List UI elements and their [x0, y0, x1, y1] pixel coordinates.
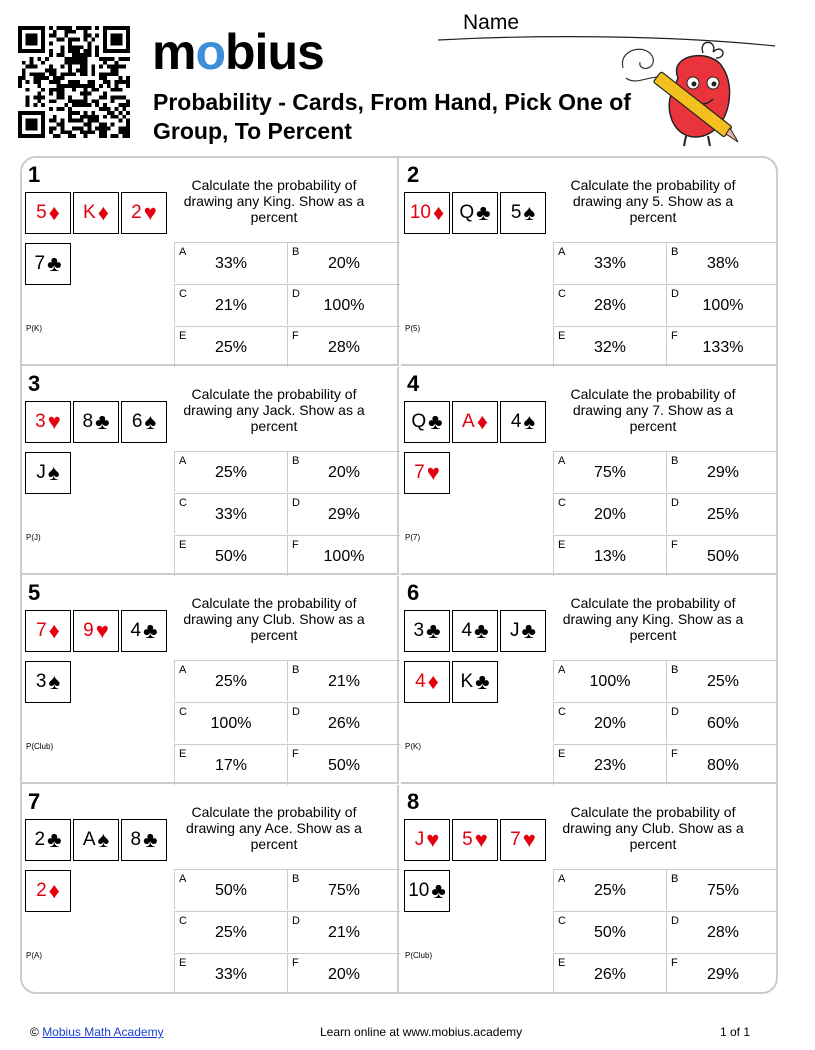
answer-option-e[interactable]	[174, 953, 287, 994]
card-suit-icon: ♥	[522, 827, 536, 852]
card-suit-icon: ♣	[474, 618, 489, 643]
option-value: 100%	[323, 548, 365, 565]
option-letter: F	[671, 748, 678, 760]
answer-option-b[interactable]	[287, 869, 400, 910]
answer-option-c[interactable]	[174, 702, 287, 743]
question-number: 2	[407, 162, 420, 187]
option-value: 28%	[327, 339, 361, 356]
option-letter: B	[292, 455, 300, 467]
option-value: 29%	[327, 506, 361, 523]
answer-option-e[interactable]	[553, 535, 666, 576]
card-suit-icon: ♦	[48, 618, 60, 643]
question-7	[22, 785, 399, 993]
answer-option-a[interactable]	[174, 660, 287, 701]
option-letter: A	[558, 455, 566, 467]
option-letter: B	[671, 873, 679, 885]
option-value: 80%	[706, 757, 740, 774]
option-value: 50%	[214, 882, 248, 899]
card-rank: A	[82, 829, 96, 850]
playing-card	[25, 401, 71, 443]
option-letter: B	[671, 455, 679, 467]
option-letter: A	[558, 664, 566, 676]
option-letter: C	[558, 915, 566, 927]
card-suit-icon: ♣	[426, 618, 441, 643]
card-suit-icon: ♠	[48, 669, 61, 694]
answer-option-c[interactable]	[553, 493, 666, 534]
option-value: 75%	[593, 464, 627, 481]
card-suit-icon: ♦	[97, 200, 109, 225]
playing-card	[73, 192, 119, 234]
footer-learn-online: Learn online at www.mobius.academy	[320, 1025, 523, 1039]
option-value: 20%	[593, 506, 627, 523]
option-value: 26%	[327, 715, 361, 732]
playing-card	[121, 192, 167, 234]
mobius-link[interactable]: Mobius Math Academy	[42, 1025, 164, 1039]
option-letter: F	[292, 330, 299, 342]
qr-code	[18, 26, 130, 138]
option-value: 20%	[327, 255, 361, 272]
card-suit-icon: ♦	[432, 200, 445, 225]
option-value: 29%	[706, 966, 740, 983]
card-rank: 4	[461, 620, 473, 641]
card-rank: K	[460, 671, 474, 692]
card-suit-icon: ♦	[48, 878, 60, 903]
option-letter: C	[179, 288, 187, 300]
option-letter: D	[671, 915, 679, 927]
answer-option-d[interactable]	[666, 702, 778, 743]
playing-card	[73, 819, 119, 861]
playing-card	[121, 401, 167, 443]
option-letter: A	[179, 873, 187, 885]
card-suit-icon: ♣	[143, 618, 158, 643]
card-rank: J	[510, 620, 520, 641]
option-letter: C	[179, 497, 187, 509]
playing-card	[25, 661, 71, 703]
question-6	[401, 576, 778, 784]
option-letter: D	[671, 497, 679, 509]
question-prompt: Calculate the probability of drawing any Club. Show as a percent	[562, 804, 744, 852]
card-suit-icon: ♣	[521, 618, 536, 643]
option-value: 29%	[706, 464, 740, 481]
playing-card	[404, 192, 450, 234]
answer-option-a[interactable]	[553, 451, 666, 492]
option-value: 33%	[593, 255, 627, 272]
answer-option-e[interactable]	[174, 535, 287, 576]
answer-option-a[interactable]	[174, 869, 287, 910]
card-rank: 10	[408, 880, 430, 901]
option-letter: E	[179, 330, 187, 342]
playing-card	[25, 870, 71, 912]
card-rank: 7	[34, 253, 46, 274]
option-letter: D	[292, 706, 300, 718]
answer-option-c[interactable]	[174, 911, 287, 952]
option-letter: F	[292, 748, 299, 760]
playing-card	[452, 192, 498, 234]
card-rank: 5	[510, 202, 522, 223]
card-rank: 2	[36, 880, 47, 901]
option-letter: E	[179, 957, 187, 969]
option-letter: F	[671, 330, 678, 342]
option-letter: F	[671, 539, 678, 551]
playing-card	[452, 819, 498, 861]
option-letter: E	[179, 748, 187, 760]
answer-option-e[interactable]	[553, 953, 666, 994]
playing-card	[404, 870, 450, 912]
playing-card	[25, 452, 71, 494]
question-prompt: Calculate the probability of drawing any Ace. Show as a percent	[186, 804, 362, 852]
option-value: 17%	[214, 757, 248, 774]
mascot-pencil-illustration	[618, 38, 758, 153]
option-letter: F	[292, 957, 299, 969]
card-suit-icon: ♣	[47, 827, 62, 852]
card-rank: 6	[131, 411, 143, 432]
answer-option-f[interactable]	[666, 744, 778, 785]
option-letter: C	[179, 706, 187, 718]
name-label: Name	[463, 11, 520, 34]
card-suit-icon: ♠	[144, 409, 157, 434]
option-letter: D	[671, 706, 679, 718]
card-suit-icon: ♥	[47, 409, 61, 434]
card-rank: 3	[35, 671, 47, 692]
probability-notation: P(5)	[405, 324, 421, 333]
answer-option-b[interactable]	[666, 660, 778, 701]
playing-card	[500, 401, 546, 443]
card-suit-icon: ♣	[431, 878, 446, 903]
question-4	[401, 367, 778, 575]
answer-option-f[interactable]	[287, 744, 400, 785]
card-rank: A	[462, 411, 475, 432]
option-letter: C	[558, 497, 566, 509]
card-rank: Q	[411, 411, 427, 432]
card-rank: 4	[510, 411, 522, 432]
playing-card	[25, 819, 71, 861]
answer-option-c[interactable]	[553, 911, 666, 952]
answer-option-b[interactable]	[666, 242, 778, 283]
card-suit-icon: ♠	[523, 200, 536, 225]
option-letter: E	[558, 957, 566, 969]
option-letter: B	[292, 873, 300, 885]
playing-card	[404, 401, 450, 443]
card-rank: 2	[131, 202, 142, 223]
option-letter: C	[558, 706, 566, 718]
playing-card	[404, 452, 450, 494]
probability-notation: P(7)	[405, 533, 421, 542]
option-letter: B	[292, 664, 300, 676]
playing-card	[500, 819, 546, 861]
answer-option-d[interactable]	[287, 284, 400, 325]
option-value: 25%	[214, 339, 248, 356]
question-3	[22, 367, 399, 575]
option-letter: E	[558, 330, 566, 342]
playing-card	[452, 401, 498, 443]
footer-page-number: 1 of 1	[720, 1025, 751, 1039]
question-prompt: Calculate the probability of drawing any Club. Show as a percent	[183, 595, 365, 643]
playing-card	[121, 610, 167, 652]
card-rank: 7	[510, 829, 521, 850]
option-letter: F	[292, 539, 299, 551]
card-suit-icon: ♥	[95, 618, 109, 643]
card-rank: Q	[459, 202, 475, 223]
option-value: 26%	[593, 966, 627, 983]
question-prompt: Calculate the probability of drawing any Jack. Show as a percent	[183, 386, 365, 434]
question-number: 6	[407, 580, 420, 605]
option-letter: A	[179, 246, 187, 258]
question-1	[22, 158, 399, 366]
card-rank: 5	[36, 202, 47, 223]
option-value: 33%	[214, 255, 248, 272]
card-rank: 8	[82, 411, 94, 432]
playing-card	[500, 192, 546, 234]
option-value: 50%	[593, 924, 627, 941]
answer-option-b[interactable]	[287, 660, 400, 701]
option-letter: B	[671, 246, 679, 258]
option-value: 25%	[214, 464, 248, 481]
option-letter: E	[558, 539, 566, 551]
probability-notation: P(K)	[26, 324, 42, 333]
playing-card	[25, 243, 71, 285]
option-value: 60%	[706, 715, 740, 732]
playing-card	[25, 192, 71, 234]
option-value: 50%	[706, 548, 740, 565]
question-prompt: Calculate the probability of drawing any 5. Show as a percent	[570, 177, 736, 225]
card-suit-icon: ♦	[427, 669, 439, 694]
card-suit-icon: ♠	[47, 460, 60, 485]
worksheet-title: Probability - Cards, From Hand, Pick One of Group, To Percent	[153, 89, 631, 144]
card-rank: 8	[130, 829, 142, 850]
card-suit-icon: ♥	[143, 200, 157, 225]
answer-option-d[interactable]	[666, 911, 778, 952]
card-rank: 9	[83, 620, 94, 641]
playing-card	[404, 661, 450, 703]
playing-card	[500, 610, 546, 652]
answer-option-c[interactable]	[174, 493, 287, 534]
footer-copyright	[30, 1025, 164, 1039]
option-letter: A	[179, 664, 187, 676]
card-suit-icon: ♠	[523, 409, 536, 434]
answer-option-d[interactable]	[287, 911, 400, 952]
option-value: 38%	[706, 255, 740, 272]
option-value: 25%	[706, 506, 740, 523]
option-letter: B	[292, 246, 300, 258]
option-value: 25%	[214, 924, 248, 941]
option-letter: E	[558, 748, 566, 760]
question-prompt: Calculate the probability of drawing any 7. Show as a percent	[570, 386, 736, 434]
option-letter: A	[179, 455, 187, 467]
probability-notation: P(Club)	[405, 951, 433, 960]
option-letter: D	[292, 915, 300, 927]
card-rank: 10	[409, 202, 431, 223]
card-rank: J	[414, 829, 425, 850]
option-letter: A	[558, 873, 566, 885]
answer-option-f[interactable]	[666, 535, 778, 576]
option-value: 33%	[214, 506, 248, 523]
card-suit-icon: ♥	[426, 827, 440, 852]
option-value: 25%	[593, 882, 627, 899]
answer-option-f[interactable]	[287, 535, 400, 576]
answer-option-a[interactable]	[553, 242, 666, 283]
card-rank: 4	[130, 620, 142, 641]
question-5	[22, 576, 399, 784]
playing-card	[404, 610, 450, 652]
card-rank: 5	[462, 829, 473, 850]
playing-card	[404, 819, 450, 861]
card-rank: 7	[36, 620, 47, 641]
option-value: 28%	[593, 297, 627, 314]
answer-option-c[interactable]	[174, 284, 287, 325]
probability-notation: P(Club)	[26, 742, 54, 751]
option-value: 32%	[593, 339, 627, 356]
option-letter: D	[292, 288, 300, 300]
option-value: 100%	[702, 297, 744, 314]
option-value: 25%	[214, 673, 248, 690]
option-letter: C	[558, 288, 566, 300]
answer-option-c[interactable]	[553, 702, 666, 743]
playing-card	[25, 610, 71, 652]
logo-drop-letter: o	[195, 24, 226, 80]
answer-option-b[interactable]	[666, 869, 778, 910]
option-value: 50%	[214, 548, 248, 565]
answer-option-a[interactable]	[174, 242, 287, 283]
answer-option-d[interactable]	[287, 702, 400, 743]
answer-option-a[interactable]	[174, 451, 287, 492]
card-suit-icon: ♦	[476, 409, 488, 434]
card-suit-icon: ♣	[47, 251, 62, 276]
playing-card	[452, 661, 498, 703]
option-letter: A	[558, 246, 566, 258]
answer-option-a[interactable]	[553, 869, 666, 910]
card-rank: 3	[35, 411, 46, 432]
card-rank: 4	[415, 671, 426, 692]
playing-card	[121, 819, 167, 861]
playing-card	[452, 610, 498, 652]
card-rank: 7	[414, 462, 425, 483]
option-value: 21%	[214, 297, 248, 314]
answer-option-d[interactable]	[287, 493, 400, 534]
answer-option-e[interactable]	[553, 744, 666, 785]
question-prompt: Calculate the probability of drawing any King. Show as a percent	[562, 595, 744, 643]
probability-notation: P(A)	[26, 951, 42, 960]
card-suit-icon: ♣	[95, 409, 110, 434]
probability-notation: P(J)	[26, 533, 41, 542]
option-value: 100%	[323, 297, 365, 314]
card-rank: J	[36, 462, 46, 483]
question-8	[401, 785, 778, 993]
option-letter: B	[671, 664, 679, 676]
option-value: 20%	[327, 966, 361, 983]
card-suit-icon: ♥	[474, 827, 488, 852]
answer-option-e[interactable]	[174, 326, 287, 367]
option-value: 75%	[706, 882, 740, 899]
question-number: 7	[28, 789, 41, 814]
option-value: 21%	[327, 673, 361, 690]
card-suit-icon: ♥	[426, 460, 440, 485]
option-value: 20%	[327, 464, 361, 481]
probability-notation: P(K)	[405, 742, 421, 751]
option-value: 75%	[327, 882, 361, 899]
answer-option-d[interactable]	[666, 493, 778, 534]
playing-card	[73, 401, 119, 443]
card-suit-icon: ♠	[97, 827, 110, 852]
option-value: 33%	[214, 966, 248, 983]
answer-option-d[interactable]	[666, 284, 778, 325]
answer-option-f[interactable]	[287, 326, 400, 367]
card-suit-icon: ♣	[476, 200, 491, 225]
option-letter: F	[671, 957, 678, 969]
option-value: 100%	[589, 673, 631, 690]
question-prompt: Calculate the probability of drawing any King. Show as a percent	[183, 177, 365, 225]
option-value: 20%	[593, 715, 627, 732]
question-number: 4	[407, 371, 420, 396]
question-number: 5	[28, 580, 41, 605]
answer-option-b[interactable]	[666, 451, 778, 492]
card-rank: 2	[34, 829, 46, 850]
option-value: 13%	[593, 548, 627, 565]
option-value: 25%	[706, 673, 740, 690]
answer-option-f[interactable]	[666, 326, 778, 367]
option-letter: C	[179, 915, 187, 927]
question-number: 3	[28, 371, 41, 396]
question-number: 8	[407, 789, 420, 814]
card-suit-icon: ♦	[48, 200, 60, 225]
answer-option-f[interactable]	[666, 953, 778, 994]
answer-option-f[interactable]	[287, 953, 400, 994]
question-number: 1	[28, 162, 41, 187]
answer-option-c[interactable]	[553, 284, 666, 325]
option-value: 133%	[702, 339, 744, 356]
option-letter: D	[671, 288, 679, 300]
answer-option-b[interactable]	[287, 451, 400, 492]
answer-option-e[interactable]	[174, 744, 287, 785]
question-2	[401, 158, 778, 366]
copyright-symbol: ©	[30, 1025, 39, 1039]
answer-option-a[interactable]	[553, 660, 666, 701]
card-suit-icon: ♣	[428, 409, 443, 434]
option-value: 28%	[706, 924, 740, 941]
answer-option-e[interactable]	[553, 326, 666, 367]
option-value: 21%	[327, 924, 361, 941]
card-rank: K	[83, 202, 96, 223]
answer-option-b[interactable]	[287, 242, 400, 283]
option-value: 50%	[327, 757, 361, 774]
card-suit-icon: ♣	[143, 827, 158, 852]
option-value: 100%	[210, 715, 252, 732]
card-suit-icon: ♣	[475, 669, 490, 694]
question-grid	[20, 156, 778, 994]
option-letter: D	[292, 497, 300, 509]
card-rank: 3	[413, 620, 425, 641]
option-value: 23%	[593, 757, 627, 774]
playing-card	[73, 610, 119, 652]
mobius-logo: mobius	[152, 24, 324, 80]
option-letter: E	[179, 539, 187, 551]
